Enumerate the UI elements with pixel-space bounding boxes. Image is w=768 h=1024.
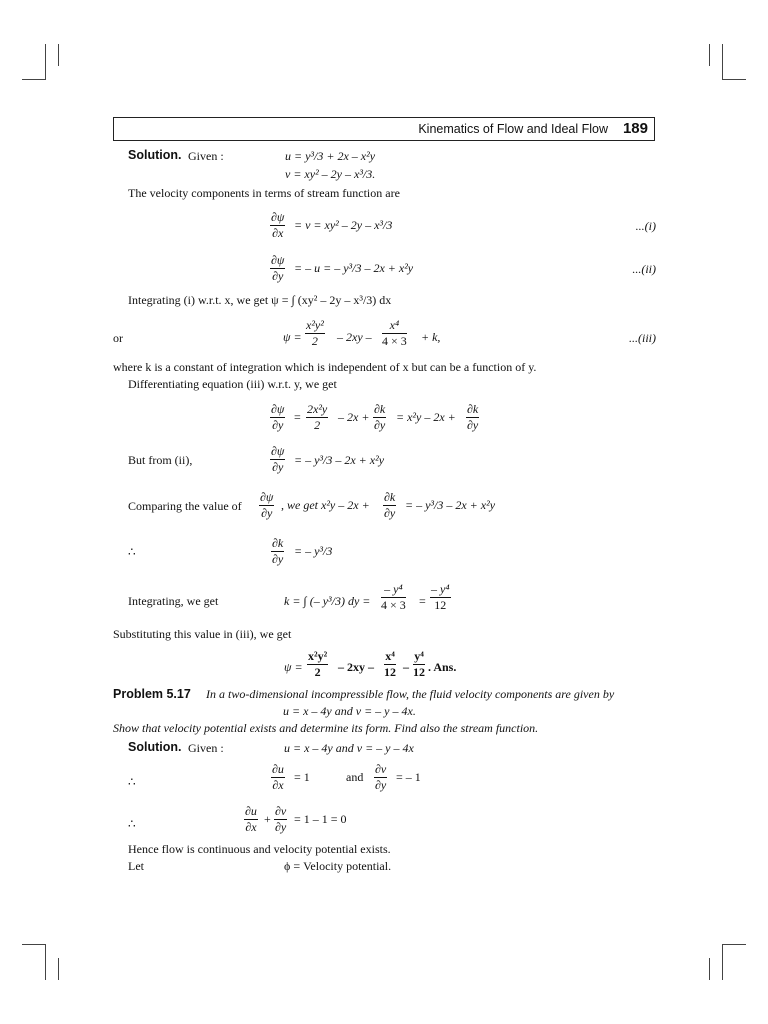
eq8-f1-numerator: x²y² (308, 649, 328, 663)
eq7-lhs: k = ∫ (– y³/3) dy = (284, 594, 371, 608)
eq9-f1-numerator: ∂u (272, 762, 284, 776)
solution-2-uv: u = x – 4y and v = – y – 4x (284, 741, 414, 755)
eq4-numerator: ∂ψ (271, 402, 285, 416)
therefore-symbol-2: ∴ (128, 775, 136, 789)
eq4-f2-numerator: ∂k (374, 402, 386, 416)
eq7-f2-denominator: 12 (434, 598, 447, 612)
eq10-f1-numerator: ∂u (245, 804, 257, 818)
solution-2-given: Given : (188, 741, 224, 755)
eq10-fraction2 (274, 804, 287, 835)
phi-definition: ϕ = Velocity potential. (284, 859, 392, 873)
eq1-rhs: = v = xy² – 2y – x³/3 (294, 218, 393, 232)
eq3-f2-numerator: x⁴ (382, 318, 407, 334)
therefore-symbol-3: ∴ (128, 817, 136, 831)
eq10-fraction1 (244, 804, 258, 835)
eq9-f2-numerator: ∂v (375, 762, 387, 776)
cmp-fraction2 (383, 490, 396, 521)
cmp-denominator: ∂y (261, 506, 273, 520)
eq3-end: + k, (421, 330, 441, 344)
eq10-f1-denominator: ∂x (245, 820, 257, 834)
eq1-tag: ...(i) (635, 219, 656, 233)
eq4-fraction1 (306, 402, 328, 433)
eq4-fraction2 (373, 402, 386, 433)
eq2-tag: ...(ii) (632, 262, 656, 276)
eq10-f2-numerator: ∂v (275, 804, 287, 818)
cmp-middle: , we get x²y – 2x + (281, 498, 370, 512)
eq3-tag: ...(iii) (629, 331, 656, 345)
eq7-equals: = (419, 594, 426, 608)
eq8-f3-denominator: 12 (413, 665, 425, 679)
substituting-line: Substituting this value in (iii), we get (113, 627, 292, 641)
eq9-fraction1 (271, 762, 285, 793)
eq9-fraction2 (374, 762, 387, 793)
eq8-fraction1 (307, 649, 328, 680)
eq6-rhs: = – y³/3 (294, 544, 333, 558)
cmp-fraction1 (259, 490, 274, 521)
eq4-middle: – 2x + (338, 410, 370, 424)
eq9-rhs-2: = – 1 (396, 770, 421, 784)
eq3-fraction1 (305, 318, 325, 349)
u-definition: u = y³/3 + 2x – x²y (285, 149, 376, 163)
eq8-f2-denominator: 12 (384, 665, 396, 679)
header-title: Kinematics of Flow and Ideal Flow (418, 122, 608, 136)
problem-text-2: Show that velocity potential exists and determine its form. Find also the stream function. (113, 721, 539, 735)
v-definition: v = xy² – 2y – x³/3. (285, 167, 376, 181)
eq8-fraction2 (384, 649, 396, 680)
eq3-middle: – 2xy – (337, 330, 372, 344)
eq10-rhs: = 1 – 1 = 0 (294, 812, 347, 826)
therefore-symbol-1: ∴ (128, 545, 136, 559)
eq6-fraction (271, 536, 284, 567)
eq10-f2-denominator: ∂y (275, 820, 287, 834)
running-header (113, 117, 655, 141)
eq4-lhs-fraction (270, 402, 285, 433)
eq3-lhs: ψ = (283, 330, 302, 344)
eq4-f3-numerator: ∂k (467, 402, 479, 416)
eq9-rhs: = 1 (294, 770, 310, 784)
eq2-numerator: ∂ψ (271, 253, 285, 267)
eq3-f1-denominator: 2 (311, 334, 318, 348)
eq1-denominator: ∂x (272, 226, 284, 240)
stream-function-intro: The velocity components in terms of stream function are (128, 186, 400, 200)
eq9-f1-denominator: ∂x (272, 778, 284, 792)
eq8-fraction3 (413, 649, 425, 680)
integrating-we-get: Integrating, we get (128, 594, 219, 608)
integrating-line: Integrating (i) w.r.t. x, we get ψ = ∫ (xy² – 2y – x³/3) dx (128, 293, 392, 307)
eq4-middle2: = x²y – 2x + (396, 410, 456, 424)
eq3-f1-numerator: x²y² (306, 318, 324, 332)
solution-given: Given : (188, 149, 224, 163)
eq4-denominator: ∂y (272, 418, 284, 432)
eq5-rhs: = – y³/3 – 2x + x²y (294, 453, 385, 467)
eq1-numerator: ∂ψ (271, 210, 285, 224)
cmp-numerator: ∂ψ (260, 490, 274, 504)
problem-text: In a two-dimensional incompressible flow, the fluid velocity components are given by (206, 687, 615, 701)
let-label: Let (128, 859, 144, 873)
eq5-fraction (270, 444, 285, 475)
eq7-fraction1 (381, 582, 406, 613)
eq2-fraction (270, 253, 285, 284)
eq8-lhs: ψ = (284, 660, 303, 674)
solution-2-label: Solution. (128, 740, 182, 754)
eq2-rhs: = – u = – y³/3 – 2x + x²y (294, 261, 414, 275)
comparing-label: Comparing the value of (128, 499, 242, 513)
eq6-numerator: ∂k (272, 536, 284, 550)
eq4-fraction3 (466, 402, 479, 433)
eq3-f2-denominator: 4 × 3 (382, 334, 407, 348)
cmp-rhs: = – y³/3 – 2x + x²y (405, 498, 496, 512)
cmp-f2-numerator: ∂k (384, 490, 396, 504)
eq4-equals: = (294, 410, 301, 424)
eq4-f3-denominator: ∂y (467, 418, 479, 432)
page-number: 189 (622, 120, 648, 137)
eq10-plus: + (264, 812, 271, 826)
eq6-denominator: ∂y (272, 552, 284, 566)
differentiating-line: Differentiating equation (iii) w.r.t. y, we get (128, 377, 337, 391)
or-label: or (113, 331, 123, 345)
eq4-f1-denominator: 2 (314, 418, 321, 432)
eq8-f3-numerator: y⁴ (414, 649, 424, 663)
eq9-f2-denominator: ∂y (375, 778, 387, 792)
cmp-f2-denominator: ∂y (384, 506, 396, 520)
eq3-fraction2 (382, 318, 407, 349)
eq7-f1-denominator: 4 × 3 (381, 598, 406, 612)
eq7-f2-numerator: – y⁴ (431, 582, 450, 596)
eq8-f1-denominator: 2 (314, 665, 321, 679)
eq8-middle2: – (403, 660, 409, 674)
problem-label: Problem 5.17 (113, 687, 191, 701)
eq7-f1-numerator: – y⁴ (381, 582, 406, 598)
problem-uv: u = x – 4y and v = – y – 4x. (283, 704, 416, 718)
eq4-f2-denominator: ∂y (374, 418, 386, 432)
eq5-denominator: ∂y (272, 460, 284, 474)
eq4-f1-numerator: 2x²y (307, 402, 328, 416)
where-k-line: where k is a constant of integration which is independent of x but can be a function of y. (113, 360, 537, 374)
eq8-middle: – 2xy – (338, 660, 374, 674)
eq8-answer: . Ans. (428, 660, 457, 674)
eq7-fraction2 (430, 582, 451, 613)
eq5-numerator: ∂ψ (271, 444, 285, 458)
eq9-and: and (346, 770, 364, 784)
hence-line: Hence flow is continuous and velocity potential exists. (128, 842, 391, 856)
eq1-fraction (270, 210, 285, 241)
eq8-f2-numerator: x⁴ (385, 649, 395, 663)
eq2-denominator: ∂y (272, 269, 284, 283)
but-from-label: But from (ii), (128, 453, 193, 467)
solution-label: Solution. (128, 148, 182, 162)
